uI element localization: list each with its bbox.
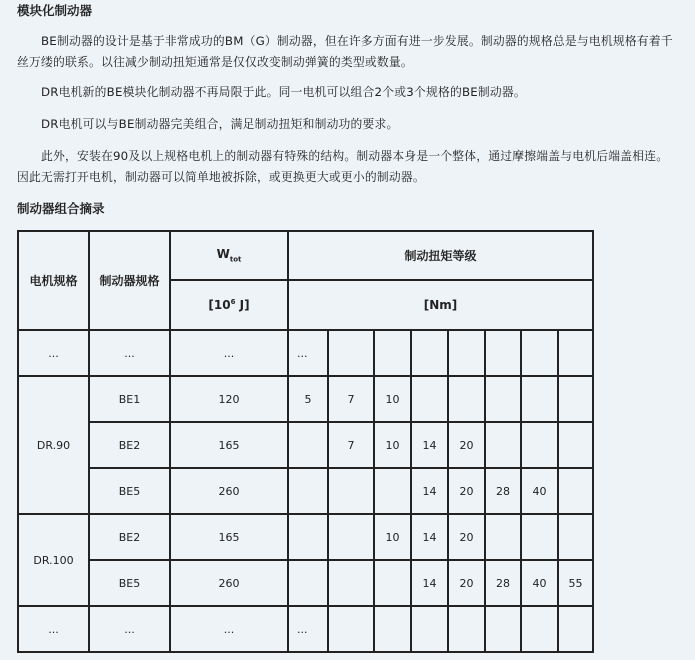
torque-cell: 14 bbox=[411, 514, 448, 560]
table-row bbox=[18, 422, 593, 468]
motor-size-cell: DR.90 bbox=[18, 376, 89, 514]
w-tot-cell: 260 bbox=[170, 560, 288, 606]
torque-cell bbox=[521, 376, 558, 422]
brake-combination-table bbox=[17, 230, 594, 653]
torque-cell: 10 bbox=[374, 376, 411, 422]
torque-cell: 40 bbox=[521, 560, 558, 606]
ellipsis-cell: ... bbox=[288, 606, 328, 652]
section-heading: 模块化制动器 bbox=[17, 3, 93, 18]
ellipsis-cell: ... bbox=[18, 330, 89, 376]
header-w-unit: [$10^6$ J] bbox=[170, 280, 288, 330]
torque-cell: 7 bbox=[328, 422, 374, 468]
w-tot-cell: 165 bbox=[170, 422, 288, 468]
paragraph-3: DR电机可以与BE制动器完美组合，满足制动扭矩和制动功的要求。 bbox=[41, 117, 399, 131]
header-w-tot: $W_{tot}$ bbox=[170, 231, 288, 280]
torque-cell bbox=[485, 422, 521, 468]
torque-cell: 20 bbox=[448, 514, 485, 560]
torque-cell: 20 bbox=[448, 468, 485, 514]
torque-cell bbox=[558, 514, 593, 560]
torque-cell bbox=[448, 376, 485, 422]
torque-cell: 10 bbox=[374, 514, 411, 560]
ellipsis-cell: ... bbox=[18, 606, 89, 652]
torque-cell bbox=[288, 468, 328, 514]
table-row bbox=[18, 514, 593, 560]
torque-cell bbox=[288, 514, 328, 560]
torque-cell: 28 bbox=[485, 468, 521, 514]
torque-cell bbox=[328, 560, 374, 606]
ellipsis-cell: ... bbox=[170, 606, 288, 652]
torque-cell bbox=[558, 376, 593, 422]
torque-cell bbox=[328, 468, 374, 514]
ellipsis-cell: ... bbox=[288, 330, 328, 376]
torque-cell: 14 bbox=[411, 560, 448, 606]
torque-cell: 10 bbox=[374, 422, 411, 468]
torque-cell: 28 bbox=[485, 560, 521, 606]
w-tot-cell: 165 bbox=[170, 514, 288, 560]
torque-cell bbox=[521, 514, 558, 560]
torque-cell: 20 bbox=[448, 560, 485, 606]
brake-size-cell: BE2 bbox=[89, 514, 170, 560]
paragraph-1: BE制动器的设计是基于非常成功的BM（G）制动器，但在许多方面有进一步发展。制动器的规格总是与电机规格有着千丝万缕的联系。以往减少制动扭矩通常是仅仅改变制动弹簧的类型或数量。 bbox=[17, 34, 673, 69]
brake-size-cell: BE5 bbox=[89, 468, 170, 514]
torque-cell bbox=[485, 514, 521, 560]
ellipsis-cell: ... bbox=[89, 330, 170, 376]
header-brake-size: 制动器规格 bbox=[89, 231, 170, 330]
paragraph-4: 此外，安装在90及以上规格电机上的制动器有特殊的结构。制动器本身是一个整体，通过摩擦端盖与电机后端盖相连。因此无需打开电机，制动器可以简单地被拆除，或更换更大或更小的制动器。 bbox=[17, 149, 669, 184]
header-torque-unit: [Nm] bbox=[288, 280, 593, 330]
table-row bbox=[18, 468, 593, 514]
torque-cell bbox=[521, 422, 558, 468]
w-tot-cell: 260 bbox=[170, 468, 288, 514]
torque-cell: 40 bbox=[521, 468, 558, 514]
torque-cell: 20 bbox=[448, 422, 485, 468]
torque-cell: 14 bbox=[411, 422, 448, 468]
torque-cell: 7 bbox=[328, 376, 374, 422]
torque-cell bbox=[411, 376, 448, 422]
torque-cell bbox=[288, 422, 328, 468]
table-row bbox=[18, 606, 593, 652]
torque-cell bbox=[374, 560, 411, 606]
table-heading: 制动器组合摘录 bbox=[17, 201, 105, 216]
header-torque-class: 制动扭矩等级 bbox=[288, 231, 593, 280]
torque-cell: 14 bbox=[411, 468, 448, 514]
table-row bbox=[18, 330, 593, 376]
torque-cell bbox=[558, 422, 593, 468]
table-row bbox=[18, 560, 593, 606]
torque-cell bbox=[558, 468, 593, 514]
motor-size-cell: DR.100 bbox=[18, 514, 89, 606]
torque-cell bbox=[374, 468, 411, 514]
ellipsis-cell: ... bbox=[89, 606, 170, 652]
brake-size-cell: BE1 bbox=[89, 376, 170, 422]
torque-cell bbox=[288, 560, 328, 606]
header-motor-size: 电机规格 bbox=[18, 231, 89, 330]
torque-cell: 55 bbox=[558, 560, 593, 606]
brake-size-cell: BE5 bbox=[89, 560, 170, 606]
torque-cell: 5 bbox=[288, 376, 328, 422]
table-row bbox=[18, 376, 593, 422]
w-tot-cell: 120 bbox=[170, 376, 288, 422]
brake-size-cell: BE2 bbox=[89, 422, 170, 468]
torque-cell bbox=[485, 376, 521, 422]
torque-cell bbox=[328, 514, 374, 560]
paragraph-2: DR电机新的BE模块化制动器不再局限于此。同一电机可以组合2个或3个规格的BE制动器。 bbox=[41, 85, 526, 99]
ellipsis-cell: ... bbox=[170, 330, 288, 376]
